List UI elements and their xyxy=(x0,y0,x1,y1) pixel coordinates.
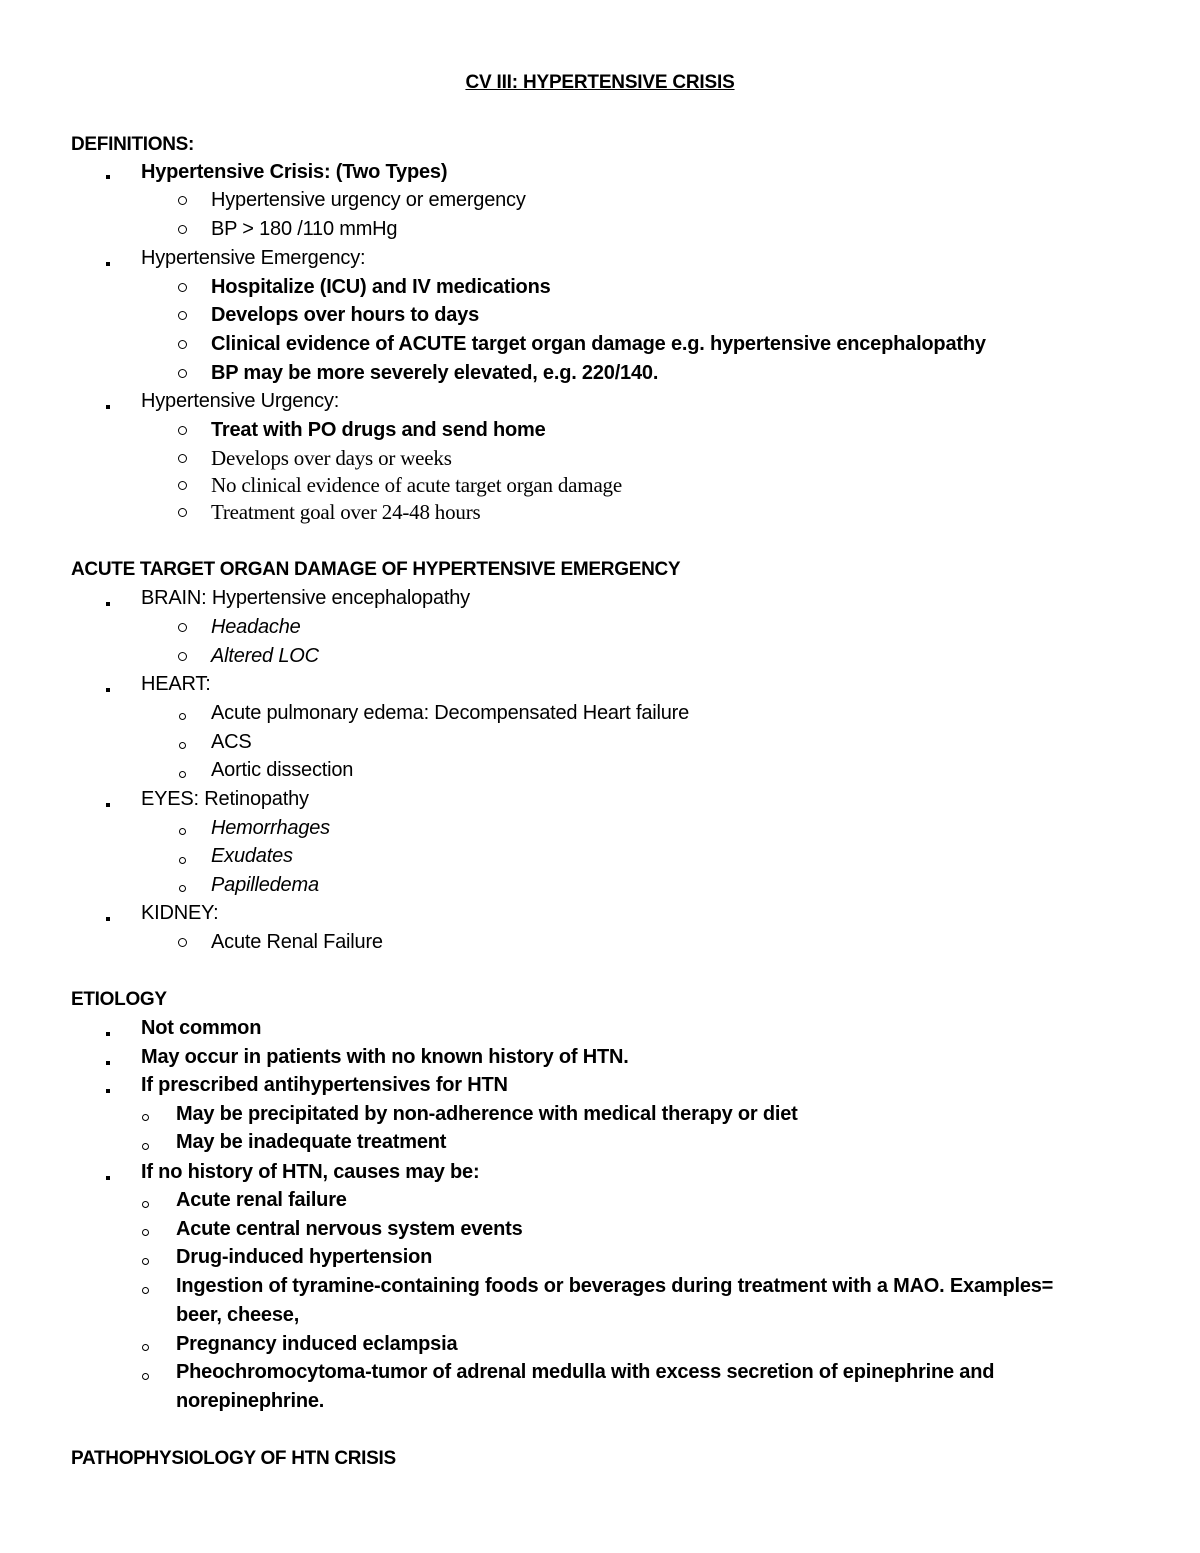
no-history-item: Drug-induced hypertension xyxy=(176,1246,433,1268)
bullet-circle-icon xyxy=(178,426,187,435)
bullet-circle-icon xyxy=(178,454,187,463)
bullet-circle-icon xyxy=(178,283,187,292)
emergency-item: Clinical evidence of ACUTE target organ damage e.g. hypertensive encephalopathy xyxy=(211,333,986,355)
bullet-square-icon xyxy=(106,405,110,409)
bullet-square-icon xyxy=(106,688,110,692)
bullet-square-icon xyxy=(106,602,110,606)
heart-item: Aortic dissection xyxy=(211,759,354,781)
prescribed-item: May be inadequate treatment xyxy=(176,1131,447,1153)
no-history-item: Acute central nervous system events xyxy=(176,1218,523,1240)
bullet-square-icon xyxy=(106,1032,110,1036)
bullet-circle-icon xyxy=(179,771,186,778)
urgency-item: Develops over days or weeks xyxy=(211,446,452,470)
eyes-label: EYES: Retinopathy xyxy=(141,788,309,810)
bullet-circle-icon xyxy=(142,1229,149,1236)
bullet-circle-icon xyxy=(178,311,187,320)
bullet-circle-icon xyxy=(142,1114,149,1121)
crisis-label: Hypertensive Crisis: (Two Types) xyxy=(141,161,448,183)
urgency-item: Treatment goal over 24-48 hours xyxy=(211,500,481,524)
bullet-circle-icon xyxy=(142,1344,149,1351)
bullet-square-icon xyxy=(106,1176,110,1180)
heart-item: Acute pulmonary edema: Decompensated Heart failure xyxy=(211,702,690,724)
brain-item: Headache xyxy=(211,616,301,638)
bullet-square-icon xyxy=(106,917,110,921)
brain-item: Altered LOC xyxy=(211,645,319,667)
emergency-item: Hospitalize (ICU) and IV medications xyxy=(211,276,551,298)
bullet-square-icon xyxy=(106,803,110,807)
etiology-not-common: Not common xyxy=(141,1017,262,1039)
emergency-item: BP may be more severely elevated, e.g. 220/140. xyxy=(211,362,659,384)
emergency-label: Hypertensive Emergency: xyxy=(141,247,366,269)
urgency-item: Treat with PO drugs and send home xyxy=(211,419,546,441)
etiology-no-history-occur: May occur in patients with no known history of HTN. xyxy=(141,1046,629,1068)
bullet-circle-icon xyxy=(142,1373,149,1380)
bullet-circle-icon xyxy=(142,1201,149,1208)
bullet-circle-icon xyxy=(178,623,187,632)
bullet-circle-icon xyxy=(178,196,187,205)
pathophysiology-heading: PATHOPHYSIOLOGY OF HTN CRISIS xyxy=(71,1448,396,1469)
brain-label: BRAIN: Hypertensive encephalopathy xyxy=(141,587,470,609)
bullet-square-icon xyxy=(106,1061,110,1065)
definitions-heading: DEFINITIONS: xyxy=(71,134,195,155)
bullet-square-icon xyxy=(106,175,110,179)
kidney-item: Acute Renal Failure xyxy=(211,931,383,953)
bullet-circle-icon xyxy=(178,481,187,490)
no-history-item: Pheochromocytoma-tumor of adrenal medulla with excess secretion of epinephrine and norepinephrine. xyxy=(176,1361,995,1412)
organ-damage-heading: ACUTE TARGET ORGAN DAMAGE OF HYPERTENSIVE EMERGENCY xyxy=(71,559,681,580)
bullet-circle-icon xyxy=(178,938,187,947)
prescribed-label: If prescribed antihypertensives for HTN xyxy=(141,1074,508,1096)
bullet-square-icon xyxy=(106,1089,110,1093)
bullet-circle-icon xyxy=(178,508,187,517)
bullet-circle-icon xyxy=(179,828,186,835)
document-title: CV III: HYPERTENSIVE CRISIS xyxy=(465,72,735,93)
bullet-circle-icon xyxy=(179,857,186,864)
eyes-item: Papilledema xyxy=(211,874,319,896)
bullet-circle-icon xyxy=(178,369,187,378)
crisis-item: BP > 180 /110 mmHg xyxy=(211,218,398,240)
bullet-square-icon xyxy=(106,262,110,266)
bullet-circle-icon xyxy=(178,225,187,234)
bullet-circle-icon xyxy=(179,885,186,892)
no-history-item: Pregnancy induced eclampsia xyxy=(176,1333,458,1355)
prescribed-item: May be precipitated by non-adherence with medical therapy or diet xyxy=(176,1103,798,1125)
bullet-circle-icon xyxy=(178,340,187,349)
bullet-circle-icon xyxy=(179,742,186,749)
eyes-item: Hemorrhages xyxy=(211,817,330,839)
bullet-circle-icon xyxy=(142,1143,149,1150)
bullet-circle-icon xyxy=(142,1258,149,1265)
no-history-label: If no history of HTN, causes may be: xyxy=(141,1161,480,1183)
bullet-circle-icon xyxy=(178,652,187,661)
urgency-item: No clinical evidence of acute target organ damage xyxy=(211,473,622,497)
etiology-heading: ETIOLOGY xyxy=(71,989,167,1010)
no-history-item: Ingestion of tyramine-containing foods or beverages during treatment with a MAO. Examples= beer, cheese, xyxy=(176,1275,1054,1326)
heart-label: HEART: xyxy=(141,673,211,695)
no-history-item: Acute renal failure xyxy=(176,1189,347,1211)
heart-item: ACS xyxy=(211,731,252,753)
bullet-circle-icon xyxy=(142,1287,149,1294)
emergency-item: Develops over hours to days xyxy=(211,304,480,326)
eyes-item: Exudates xyxy=(211,845,293,867)
bullet-circle-icon xyxy=(179,713,186,720)
kidney-label: KIDNEY: xyxy=(141,902,219,924)
crisis-item: Hypertensive urgency or emergency xyxy=(211,189,526,211)
urgency-label: Hypertensive Urgency: xyxy=(141,390,340,412)
